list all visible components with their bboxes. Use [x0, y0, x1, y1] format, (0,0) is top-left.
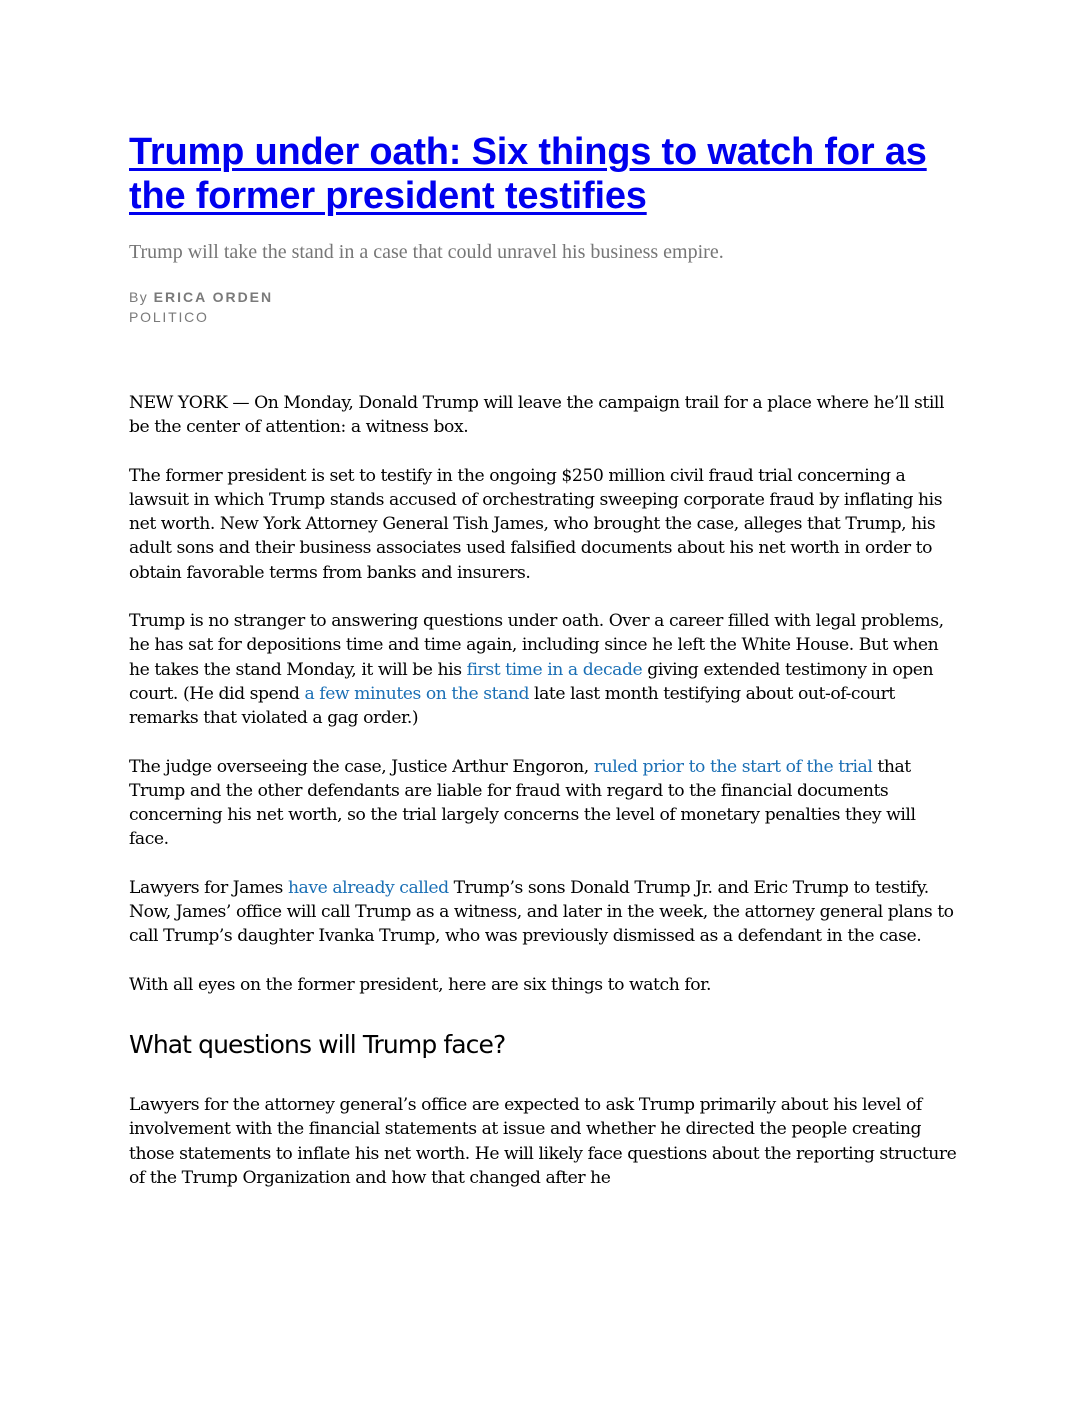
inline-link[interactable]: have already called — [287, 877, 449, 898]
paragraph — [129, 876, 959, 949]
section-paragraph: Lawyers for the attorney general’s office are expected to ask Trump primarily about his level of involvement with the financial statements at issue and whether he directed the people creating those statements to inflate his net worth. He will likely face questions about the reporting structure of the Trump Organization and how that changed after he — [129, 1094, 957, 1188]
article-subheadline: Trump will take the stand in a case that could unravel his business empire. — [129, 241, 724, 263]
paragraph-text: Lawyers for James — [129, 877, 288, 898]
inline-link[interactable]: a few minutes on the stand — [304, 683, 530, 704]
byline — [129, 287, 959, 307]
author-name: ERICA ORDEN — [153, 289, 274, 305]
paragraph-text: Trump’s sons Donald Trump Jr. and Eric Trump to testify. Now, James’ office will call Trump as a witness, and later in the week, the attorney general plans to call Trump’s daughter Ivanka Trump, who was previously dismissed as a defendant in the case. — [129, 877, 954, 947]
article — [129, 130, 959, 1214]
paragraph — [129, 973, 959, 997]
paragraph — [129, 464, 959, 585]
paragraph — [129, 755, 959, 852]
byline-prefix: By — [129, 289, 149, 305]
paragraph — [129, 391, 959, 440]
headline-link[interactable]: Trump under oath: Six things to watch for as the former president testifies — [129, 131, 927, 217]
paragraph-text: NEW YORK — On Monday, Donald Trump will leave the campaign trail for a place where he’ll still be the center of attention: a witness box. — [129, 393, 945, 438]
paragraph-text: Trump is no stranger to answering questions under oath. Over a career filled with legal problems, he has sat for depositions time and time again, including since he left the White House. But when he takes the stand Monday, it will be his — [129, 611, 944, 680]
inline-link[interactable]: first time in a decade — [466, 659, 643, 680]
paragraph-text: With all eyes on the former president, here are six things to watch for. — [129, 974, 712, 995]
paragraph-text: late last month testifying about out-of-court remarks that violated a gag order.) — [129, 683, 895, 729]
article-headline — [129, 130, 959, 218]
paragraph — [129, 609, 959, 730]
paragraph-text: that Trump and the other defendants are liable for fraud with regard to the financial documents concerning his net worth, so the trial largely concerns the level of monetary penalties they will face. — [129, 756, 916, 850]
outlet-name: POLITICO — [129, 309, 209, 325]
paragraph-text: The judge overseeing the case, Justice Arthur Engoron, — [129, 756, 594, 777]
paragraph-text: giving extended testimony in open court. (He did spend — [129, 659, 934, 704]
section-heading: What questions will Trump face? — [129, 1029, 506, 1059]
article-body — [129, 391, 959, 1190]
inline-link[interactable]: ruled prior to the start of the trial — [593, 756, 873, 777]
paragraph-text: The former president is set to testify in the ongoing $250 million civil fraud trial concerning a lawsuit in which Trump stands accused of orchestrating sweeping corporate fraud by inflating his net worth. New York Attorney General Tish James, who brought the case, alleges that Trump, his adult sons and their business associates used falsified documents about his net worth in order to obtain favorable terms from banks and insurers. — [129, 465, 943, 583]
